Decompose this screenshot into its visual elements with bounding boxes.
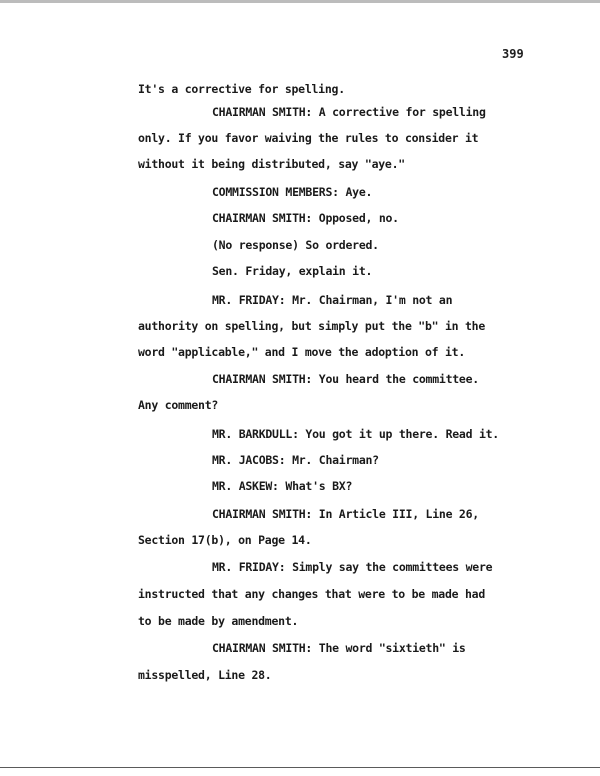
transcript-line: CHAIRMAN SMITH: The word "sixtieth" is [212, 641, 466, 655]
transcript-line: Sen. Friday, explain it. [212, 264, 373, 278]
transcript-line: MR. BARKDULL: You got it up there. Read it. [212, 427, 499, 441]
transcript-line: authority on spelling, but simply put the "b" in the [138, 319, 486, 333]
transcript-line: CHAIRMAN SMITH: A corrective for spelling [212, 105, 486, 119]
transcript-line: MR. FRIDAY: Simply say the committees were [212, 560, 493, 574]
transcript-line: word "applicable," and I move the adoption of it. [138, 345, 466, 359]
transcript-line: instructed that any changes that were to be made had [138, 587, 486, 601]
transcript-line: It's a corrective for spelling. [138, 82, 345, 96]
transcript-line: misspelled, Line 28. [138, 668, 272, 682]
transcript-line: Section 17(b), on Page 14. [138, 533, 312, 547]
page-number: 399 [502, 47, 524, 61]
transcript-line: without it being distributed, say "aye." [138, 157, 405, 171]
transcript-body [0, 3, 600, 776]
transcript-line: MR. JACOBS: Mr. Chairman? [212, 453, 379, 467]
page-bottom-rule [0, 767, 600, 768]
transcript-line: only. If you favor waiving the rules to consider it [138, 131, 479, 145]
transcript-line: MR. ASKEW: What's BX? [212, 479, 353, 493]
transcript-line: COMMISSION MEMBERS: Aye. [212, 185, 373, 199]
transcript-line: to be made by amendment. [138, 614, 299, 628]
transcript-line: (No response) So ordered. [212, 238, 379, 252]
transcript-line: CHAIRMAN SMITH: You heard the committee. [212, 372, 479, 386]
transcript-line: CHAIRMAN SMITH: In Article III, Line 26, [212, 507, 479, 521]
transcript-line: Any comment? [138, 398, 219, 412]
transcript-line: CHAIRMAN SMITH: Opposed, no. [212, 211, 399, 225]
transcript-line: MR. FRIDAY: Mr. Chairman, I'm not an [212, 293, 453, 307]
